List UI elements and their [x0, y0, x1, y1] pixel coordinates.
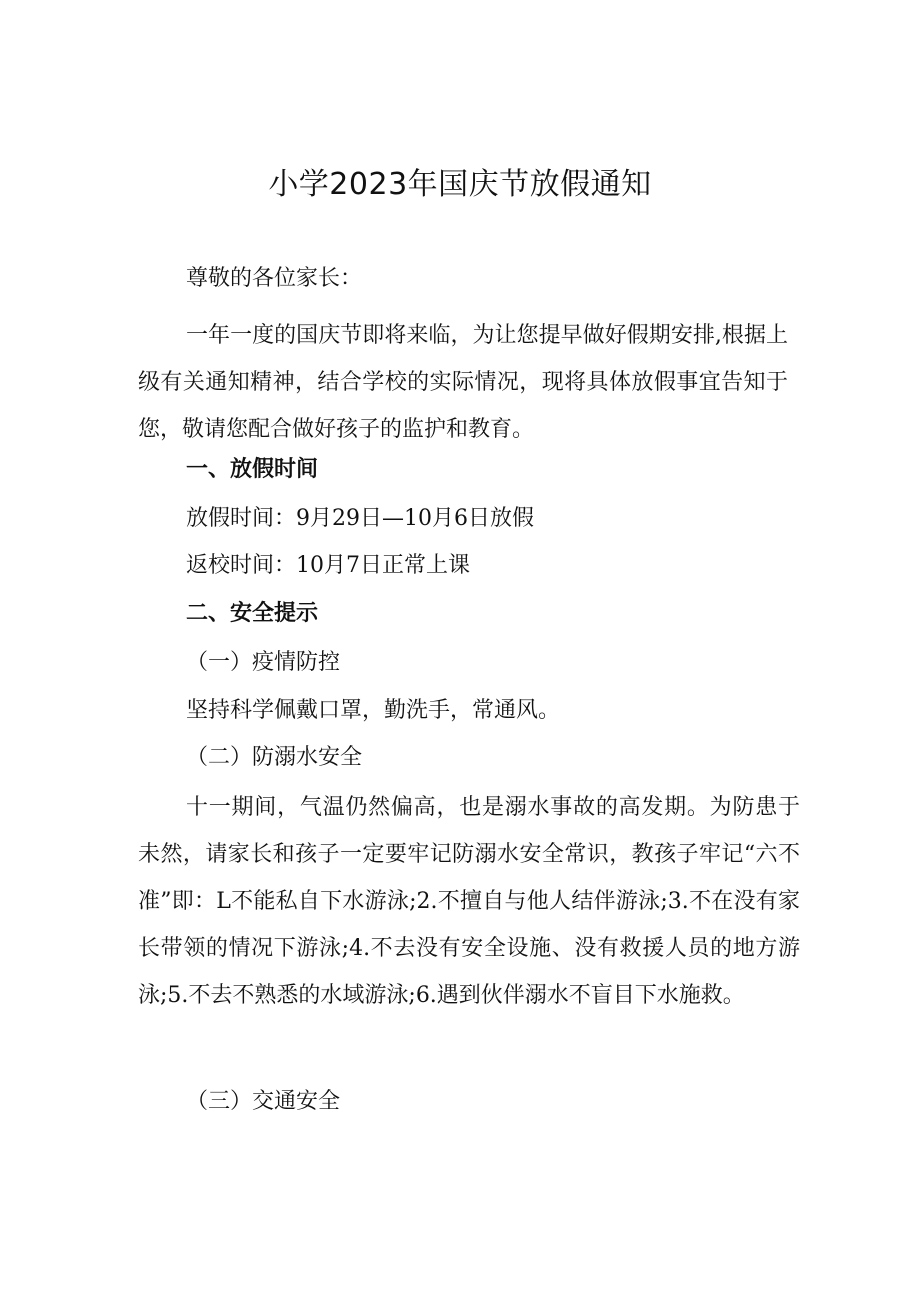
- document-title: 小学2023年国庆节放假通知: [268, 167, 652, 202]
- greeting: 尊敬的各位家长：: [186, 266, 363, 291]
- intro-paragraph: 一年一度的国庆节即将来临，为让您提早做好假期安排,根据上级有关通知精神，结合学校的实际情况，现将具体放假事宜告知于您，敬请您配合做好孩子的监护和教育。: [138, 323, 788, 442]
- epidemic-control-text: 坚持科学佩戴口罩，勤洗手，常通风。: [186, 698, 561, 723]
- return-date: 返校时间：10月7日正常上课: [186, 553, 470, 578]
- holiday-dates: 放假时间：9月29日—10月6日放假: [186, 506, 534, 531]
- section-heading-holiday-time: 一、放假时间: [186, 457, 319, 482]
- subheading-traffic-safety: （三）交通安全: [186, 1089, 341, 1114]
- drowning-safety-paragraph: 十一期间，气温仍然偏高，也是溺水事故的高发期。为防患于未然，请家长和孩子一定要牢记防溺水安全常识，教孩子牢记“六不准”即：L不能私自下水游泳;2.不擅自与他人结伴游泳;3.不在没有家长带领的情况下游泳;4.不去没有安全设施、没有救援人员的地方游泳;5.不去不熟悉的水域游泳;6.遇到伙伴溺水不盲目下水施救。: [138, 795, 800, 1008]
- section-heading-safety: 二、安全提示: [186, 601, 319, 626]
- subheading-drowning-safety: （二）防溺水安全: [186, 745, 363, 770]
- subheading-epidemic-control: （一）疫情防控: [186, 650, 341, 675]
